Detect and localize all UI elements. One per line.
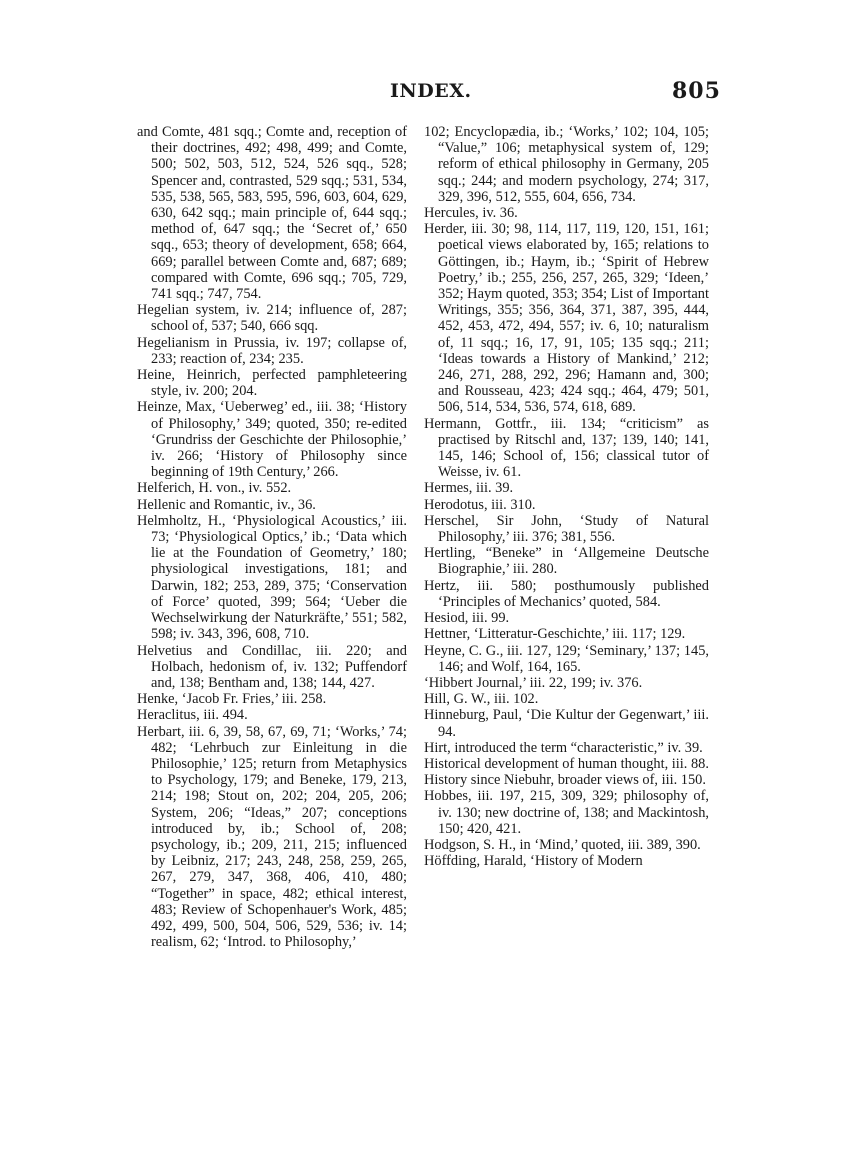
index-entry: Helmholtz, H., ‘Physiological Acoustics,’ iii. 73; ‘Physiological Optics,’ ib.; ‘Data which lie at the Foundation of Geometry,’ 180; physiological investigations, 181; and Darwin, 182; 253, 289, 375; ‘Conservation of Force’ quoted, 399; 564; ‘Ueber die Wechselwirkung der Naturkräfte,’ 551; 582, 598; iv. 343, 396, 608, 710. [137,512,407,643]
index-entry: Herbart, iii. 6, 39, 58, 67, 69, 71; ‘Works,’ 74; 482; ‘Lehrbuch zur Einleitung in die Philosophie,’ 125; return from Metaphysics to Psychology, 179; and Beneke, 179, 213, 214; 198; Stout on, 202; 204, 205, 206; System, 206; “Ideas,” 207; conceptions introduced by, ib.; School of, 208; psychology, ib.; 209, 211, 215; influenced by Leibniz, 217; 243, 248, 258, 259, 265, 267, 279, 347, 368, 406, 410, 480; “Together” in space, 482; ethical interest, 483; Review of Schopenhauer's Work, 485; 492, 499, 500, 504, 506, 529, 536; iv. 14; realism, 62; ‘Introd. to Philosophy,’ [137,723,407,951]
index-entry: Herder, iii. 30; 98, 114, 117, 119, 120, 151, 161; poetical views elaborated by, 165; relations to Göttingen, ib.; Haym, ib.; ‘Spirit of Hebrew Poetry,’ ib.; 255, 256, 257, 265, 329; ‘Ideen,’ 352; Haym quoted, 353; 354; List of Important Writings, 355; 356, 364, 371, 387, 395, 444, 452, 453, 472, 494, 557; iv. 6, 10; naturalism of, 11 sqq.; 16, 17, 91, 105; 135 sqq.; 211; ‘Ideas towards a History of Mankind,’ 212; 246, 271, 288, 292, 296; Hamann and, 300; and Rousseau, 423; 424 sqq.; 464, 479; 501, 506, 514, 534, 536, 574, 618, 689. [424,221,709,416]
index-entry: Hettner, ‘Litteratur-Geschichte,’ iii. 117; 129. [424,626,686,643]
index-column-left [137,124,407,950]
index-entry: Heyne, C. G., iii. 127, 129; ‘Seminary,’ 137; 145, 146; and Wolf, 164, 165. [424,642,709,675]
index-entry: Heraclitus, iii. 494. [137,707,248,724]
index-entry: Hermes, iii. 39. [424,480,514,497]
page-number: 805 [672,78,721,104]
index-entry: Helferich, H. von., iv. 552. [137,480,292,497]
index-entry: Herodotus, iii. 310. [424,496,536,513]
index-entry: Heinze, Max, ‘Ueberweg’ ed., iii. 38; ‘History of Philosophy,’ 349; quoted, 350; re-edited ‘Grundriss der Geschichte der Philosophie,’ iv. 266; ‘History of Philosophy since beginning of 19th Century,’ 266. [137,399,407,481]
index-entry: Hinneburg, Paul, ‘Die Kultur der Gegenwart,’ iii. 94. [424,707,709,740]
index-entry: Hesiod, iii. 99. [424,610,510,627]
index-entry: Hercules, iv. 36. [424,205,518,222]
index-entry: Hertling, “Beneke” in ‘Allgemeine Deutsche Biographie,’ iii. 280. [424,545,709,578]
index-entry: Hegelian system, iv. 214; influence of, 287; school of, 537; 540, 666 sqq. [137,302,407,335]
index-entry: Heine, Heinrich, perfected pamphleteering style, iv. 200; 204. [137,367,407,400]
index-entry: Henke, ‘Jacob Fr. Fries,’ iii. 258. [137,691,327,708]
index-entry: and Comte, 481 sqq.; Comte and, reception of their doctrines, 492; 498, 499; and Comte, 500; 502, 503, 512, 524, 526 sqq., 528; Spencer and, contrasted, 529 sqq.; 531, 534, 535, 538, 565, 583, 595, 596, 603, 604, 629, 630, 642 sqq.; main principle of, 644 sqq.; method of, 647 sqq.; the ‘Secret of,’ 650 sqq., 653; theory of development, 658; 664, 669; parallel between Comte and, 687; 689; compared with Comte, 696 sqq.; 705, 729, 741 sqq.; 747, 754. [137,124,407,303]
index-entry: Hermann, Gottfr., iii. 134; “criticism” as practised by Ritschl and, 137; 139, 140; 141, 145, 146; School of, 156; classical tutor of Weisse, iv. 61. [424,415,709,481]
index-entry: 102; Encyclopædia, ib.; ‘Works,’ 102; 104, 105; “Value,” 106; metaphysical system of, 129; reform of ethical philosophy in Germany, 205 sqq.; 244; and modern psychology, 274; 317, 329, 396, 512, 555, 604, 656, 734. [424,124,709,205]
index-column-right [424,124,709,869]
index-entry: Hertz, iii. 580; posthumously published ‘Principles of Mechanics’ quoted, 584. [424,577,709,610]
index-entry: History since Niebuhr, broader views of, iii. 150. [424,772,706,789]
index-entry: Hodgson, S. H., in ‘Mind,’ quoted, iii. 389, 390. [424,836,701,853]
index-entry: Helvetius and Condillac, iii. 220; and Holbach, hedonism of, iv. 132; Puffendorf and, 138; Bentham and, 138; 144, 427. [137,642,407,691]
index-entry: Historical development of human thought, iii. 88. [424,755,709,772]
index-entry: Hill, G. W., iii. 102. [424,691,539,708]
running-title: INDEX. [390,80,472,102]
index-entry: Höffding, Harald, ‘History of Modern [424,853,643,870]
index-entry: Hellenic and Romantic, iv., 36. [137,496,316,513]
index-entry: Hirt, introduced the term “characteristic,” iv. 39. [424,739,703,756]
index-entry: ‘Hibbert Journal,’ iii. 22, 199; iv. 376. [424,674,643,691]
page-header [0,72,850,112]
index-entry: Herschel, Sir John, ‘Study of Natural Philosophy,’ iii. 376; 381, 556. [424,512,709,546]
index-entry: Hobbes, iii. 197, 215, 309, 329; philosophy of, iv. 130; new doctrine of, 138; and Mackintosh, 150; 420, 421. [424,788,709,837]
index-entry: Hegelianism in Prussia, iv. 197; collapse of, 233; reaction of, 234; 235. [137,334,407,367]
